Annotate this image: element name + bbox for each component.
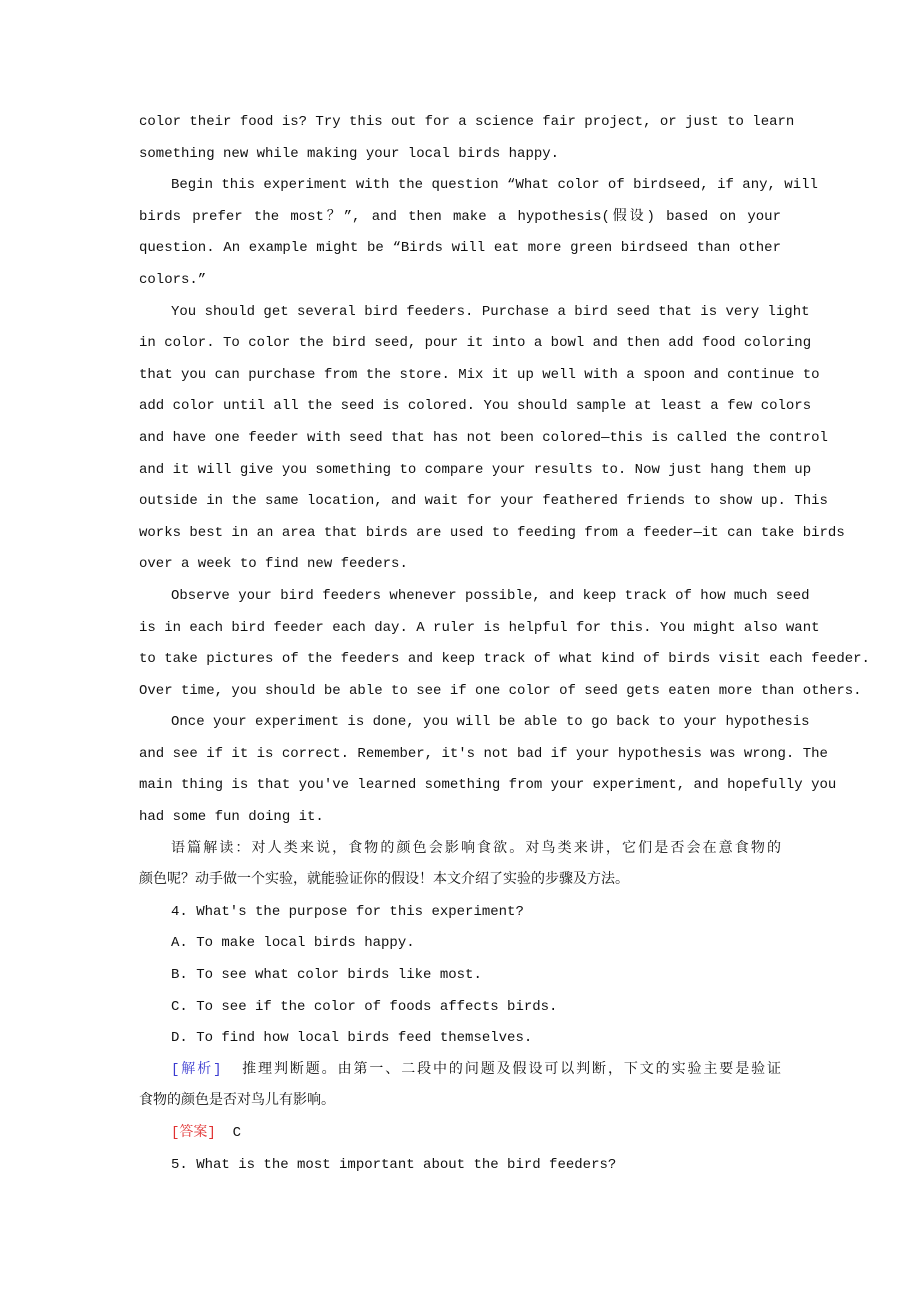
paragraph-line: and it will give you something to compare your results to. Now just hang them up (139, 461, 812, 478)
paragraph-line: that you can purchase from the store. Mix it up well with a spoon and continue to (139, 366, 820, 383)
paragraph-line: 语篇解读：对人类来说，食物的颜色会影响食欲。对鸟类来讲，它们是否会在意食物的 (171, 840, 781, 857)
paragraph-line: something new while making your local birds happy. (139, 145, 560, 162)
answer-value: C (232, 1125, 242, 1141)
paragraph-line: 颜色呢？动手做一个实验，就能验证你的假设！本文介绍了实验的步骤及方法。 (139, 872, 629, 889)
paragraph-line: Over time, you should be able to see if one color of seed gets eaten more than others. (139, 682, 862, 699)
analysis-text: 推理判断题。由第一、二段中的问题及假设可以判断，下文的实验主要是验证 (242, 1061, 782, 1078)
paragraph-line: had some fun doing it. (139, 809, 324, 826)
answer-option: D. To find how local birds feed themselves. (171, 1030, 533, 1047)
paragraph-line: Begin this experiment with the question “What color of birdseed, if any, will (171, 177, 818, 194)
paragraph-line: and have one feeder with seed that has not been colored—this is called the control (139, 429, 828, 446)
answer-option: C. To see if the color of foods affects birds. (171, 998, 558, 1015)
paragraph-line: is in each bird feeder each day. A ruler is helpful for this. You might also want (139, 619, 820, 636)
paragraph-line: add color until all the seed is colored. You should sample at least a few colors (139, 398, 812, 415)
paragraph-line: color their food is? Try this out for a science fair project, or just to learn (139, 114, 795, 130)
analysis-line: 食物的颜色是否对鸟儿有影响。 (139, 1093, 335, 1110)
analysis-tag: [解析] (171, 1061, 222, 1078)
paragraph-line: Observe your bird feeders whenever possible, and keep track of how much seed (171, 587, 810, 604)
paragraph-line: to take pictures of the feeders and keep track of what kind of birds visit each feeder. (139, 651, 870, 668)
answer-line (139, 1118, 781, 1150)
paragraph-line: question. An example might be “Birds will eat more green birdseed than other (139, 240, 781, 257)
analysis-line (139, 1055, 781, 1087)
question-stem: 4. What's the purpose for this experiment? (171, 903, 524, 920)
paragraph-line: works best in an area that birds are used to feeding from a feeder—it can take birds (139, 524, 845, 541)
answer-option: A. To make local birds happy. (171, 935, 415, 952)
paragraph-line: colors.” (139, 271, 207, 288)
document-body (139, 107, 870, 1181)
answer-tag: [答案] (171, 1125, 216, 1141)
paragraph-line: and see if it is correct. Remember, it's not bad if your hypothesis was wrong. The (139, 745, 828, 762)
paragraph-line: birds prefer the most？”, and then make a hypothesis(假设) based on your (139, 208, 781, 225)
paragraph-line: main thing is that you've learned something from your experiment, and hopefully you (139, 777, 837, 794)
paragraph-line: outside in the same location, and wait for your feathered friends to show up. This (139, 493, 828, 510)
paragraph-line: You should get several bird feeders. Purchase a bird seed that is very light (171, 303, 810, 320)
paragraph-line: over a week to find new feeders. (139, 556, 408, 573)
paragraph-line: in color. To color the bird seed, pour it into a bowl and then add food coloring (139, 335, 812, 352)
question-stem: 5. What is the most important about the bird feeders? (171, 1156, 617, 1173)
answer-option: B. To see what color birds like most. (171, 967, 482, 984)
paragraph-line: Once your experiment is done, you will be able to go back to your hypothesis (171, 714, 810, 731)
